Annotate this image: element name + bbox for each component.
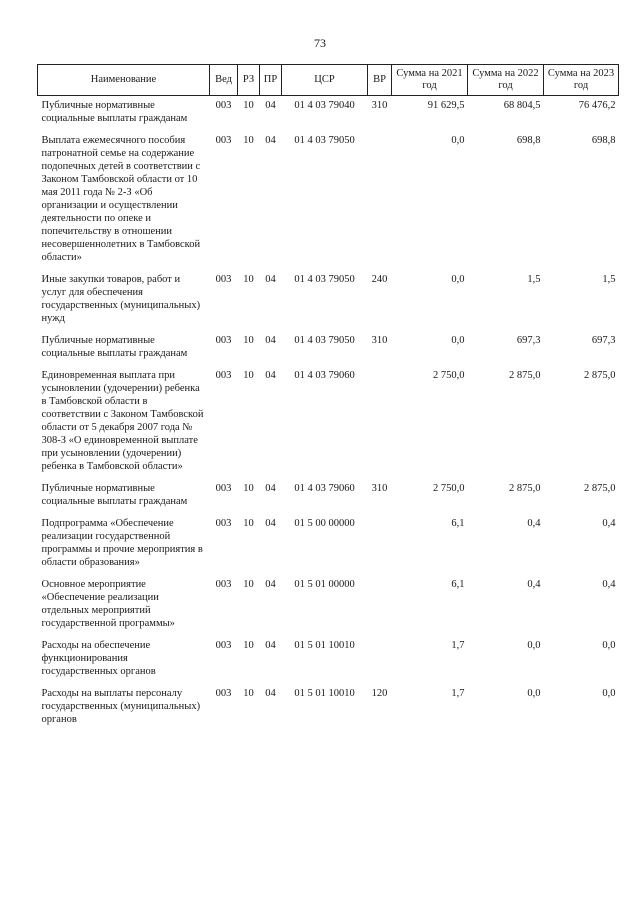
- cell-vr: [368, 575, 392, 636]
- cell-name: Подпрограмма «Обеспечение реализации государственной программы и прочие мероприятия в области образования»: [41, 518, 203, 568]
- cell-csr: 01 4 03 79050: [294, 135, 355, 146]
- cell-sum-2021: 0,0: [451, 274, 465, 285]
- cell-pr: 04: [265, 483, 276, 494]
- budget-table: [37, 64, 619, 732]
- cell-ved: 003: [215, 100, 232, 111]
- cell-sum-2023: 2 875,0: [584, 483, 616, 494]
- cell-sum-2023: 0,0: [602, 640, 616, 651]
- cell-name: Основное мероприятие «Обеспечение реализации отдельных мероприятий государственной программы»: [41, 579, 175, 629]
- cell-sum-2023: 697,3: [591, 335, 616, 346]
- cell-vr: 240: [371, 274, 388, 285]
- cell-name: Расходы на выплаты персоналу государственных (муниципальных) органов: [41, 688, 201, 725]
- cell-pr: 04: [265, 370, 276, 381]
- table-row: [38, 131, 619, 270]
- cell-ved: 003: [215, 274, 232, 285]
- cell-ved: 003: [215, 335, 232, 346]
- cell-vr: 310: [371, 483, 388, 494]
- cell-csr: 01 5 00 00000: [294, 518, 355, 529]
- page-number: 73: [314, 36, 326, 50]
- table-row: [38, 270, 619, 331]
- cell-ved: 003: [215, 640, 232, 651]
- cell-sum-2021: 1,7: [451, 640, 465, 651]
- cell-csr: 01 4 03 79050: [294, 274, 355, 285]
- cell-ved: 003: [215, 370, 232, 381]
- table-row: [38, 684, 619, 732]
- header-csr: ЦСР: [282, 65, 368, 96]
- cell-vr: [368, 636, 392, 684]
- cell-name: Единовременная выплата при усыновлении (удочерении) ребенка в Тамбовской области в соответствии с Законом Тамбовской области от 5 декабря 2007 года № 308-З «О единовременной выплате при усыновлении (удочерении) ребенка в Тамбовской области»: [41, 370, 204, 472]
- cell-ved: 003: [215, 688, 232, 699]
- cell-rz: 10: [243, 688, 254, 699]
- header-rz: РЗ: [238, 65, 260, 96]
- table-header-row: [38, 65, 619, 96]
- cell-rz: 10: [243, 579, 254, 590]
- cell-rz: 10: [243, 483, 254, 494]
- cell-name: Публичные нормативные социальные выплаты гражданам: [41, 335, 188, 359]
- table-row: [38, 479, 619, 514]
- cell-sum-2023: 2 875,0: [584, 370, 616, 381]
- cell-sum-2023: 0,4: [602, 579, 616, 590]
- cell-sum-2022: 0,4: [527, 518, 541, 529]
- cell-vr: [368, 514, 392, 575]
- cell-sum-2022: 2 875,0: [509, 370, 541, 381]
- cell-rz: 10: [243, 274, 254, 285]
- cell-sum-2023: 0,0: [602, 688, 616, 699]
- cell-sum-2022: 68 804,5: [503, 100, 541, 111]
- cell-name: Выплата ежемесячного пособия патронатной семье на содержание подопечных детей в соответствии с Законом Тамбовской области от 10 мая 2011 года № 2-З «Об организации и осуществлении деятельности по опеке и попечительству в отношении несовершеннолетних в Тамбовской области»: [41, 135, 201, 263]
- cell-vr: 310: [371, 335, 388, 346]
- cell-pr: 04: [265, 274, 276, 285]
- cell-sum-2022: 1,5: [527, 274, 541, 285]
- cell-rz: 10: [243, 335, 254, 346]
- cell-rz: 10: [243, 370, 254, 381]
- cell-rz: 10: [243, 100, 254, 111]
- cell-csr: 01 4 03 79050: [294, 335, 355, 346]
- cell-csr: 01 4 03 79060: [294, 370, 355, 381]
- cell-rz: 10: [243, 135, 254, 146]
- cell-sum-2021: 2 750,0: [433, 370, 465, 381]
- cell-ved: 003: [215, 518, 232, 529]
- cell-csr: 01 4 03 79060: [294, 483, 355, 494]
- cell-csr: 01 5 01 10010: [294, 688, 355, 699]
- header-ved: Вед: [210, 65, 238, 96]
- cell-pr: 04: [265, 579, 276, 590]
- cell-sum-2021: 6,1: [451, 579, 465, 590]
- cell-sum-2022: 698,8: [516, 135, 541, 146]
- cell-rz: 10: [243, 640, 254, 651]
- cell-sum-2023: 698,8: [591, 135, 616, 146]
- table-row: [38, 331, 619, 366]
- cell-vr: [368, 131, 392, 270]
- cell-sum-2022: 0,0: [527, 640, 541, 651]
- cell-pr: 04: [265, 100, 276, 111]
- cell-vr: [368, 366, 392, 479]
- cell-sum-2021: 91 629,5: [427, 100, 465, 111]
- cell-sum-2021: 6,1: [451, 518, 465, 529]
- table-row: [38, 96, 619, 132]
- cell-pr: 04: [265, 518, 276, 529]
- cell-csr: 01 5 01 00000: [294, 579, 355, 590]
- cell-csr: 01 4 03 79040: [294, 100, 355, 111]
- header-sum-2022: Сумма на 2022 год: [468, 65, 544, 96]
- cell-name: Иные закупки товаров, работ и услуг для обеспечения государственных (муниципальных) нужд: [41, 274, 201, 324]
- cell-sum-2021: 1,7: [451, 688, 465, 699]
- header-name: Наименование: [38, 65, 210, 96]
- cell-ved: 003: [215, 483, 232, 494]
- cell-csr: 01 5 01 10010: [294, 640, 355, 651]
- cell-pr: 04: [265, 135, 276, 146]
- header-sum-2023: Сумма на 2023 год: [544, 65, 619, 96]
- table-row: [38, 575, 619, 636]
- header-vr: ВР: [368, 65, 392, 96]
- cell-vr: 120: [371, 688, 388, 699]
- cell-ved: 003: [215, 579, 232, 590]
- cell-pr: 04: [265, 640, 276, 651]
- cell-sum-2022: 697,3: [516, 335, 541, 346]
- cell-pr: 04: [265, 688, 276, 699]
- table-row: [38, 514, 619, 575]
- cell-name: Публичные нормативные социальные выплаты гражданам: [41, 100, 188, 124]
- table-row: [38, 636, 619, 684]
- cell-sum-2021: 0,0: [451, 135, 465, 146]
- cell-sum-2022: 0,4: [527, 579, 541, 590]
- cell-sum-2021: 2 750,0: [433, 483, 465, 494]
- table-body: [38, 96, 619, 733]
- table-row: [38, 366, 619, 479]
- cell-pr: 04: [265, 335, 276, 346]
- header-pr: ПР: [260, 65, 282, 96]
- cell-name: Расходы на обеспечение функционирования государственных органов: [41, 640, 156, 677]
- cell-name: Публичные нормативные социальные выплаты гражданам: [41, 483, 188, 507]
- cell-rz: 10: [243, 518, 254, 529]
- cell-ved: 003: [215, 135, 232, 146]
- cell-sum-2023: 76 476,2: [578, 100, 616, 111]
- cell-sum-2023: 1,5: [602, 274, 616, 285]
- cell-sum-2021: 0,0: [451, 335, 465, 346]
- header-sum-2021: Сумма на 2021 год: [392, 65, 468, 96]
- cell-sum-2022: 2 875,0: [509, 483, 541, 494]
- cell-vr: 310: [371, 100, 388, 111]
- cell-sum-2022: 0,0: [527, 688, 541, 699]
- cell-sum-2023: 0,4: [602, 518, 616, 529]
